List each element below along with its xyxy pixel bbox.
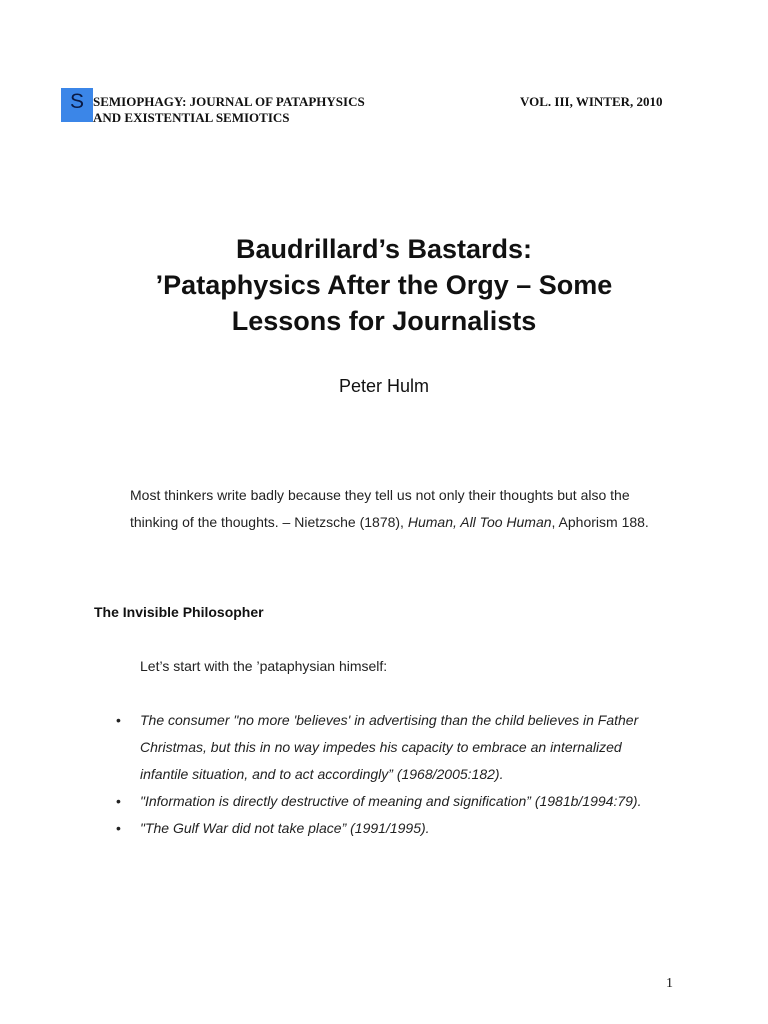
title-line1: Baudrillard’s Bastards:	[235, 234, 533, 264]
title-line3: Lessons for Journalists	[231, 306, 537, 336]
list-item-text: "The Gulf War did not take place” (1991/1995).	[140, 820, 430, 836]
list-item	[112, 815, 672, 842]
title-line2: ’Pataphysics After the Orgy – Some	[155, 270, 613, 300]
quote-list	[112, 707, 672, 842]
logo-letter: S	[69, 90, 84, 113]
page-number: 1	[666, 976, 673, 991]
author-name: Peter Hulm	[338, 376, 430, 396]
journal-name	[93, 94, 365, 126]
article-title	[0, 231, 768, 339]
epigraph-book-title: Human, All Too Human	[407, 514, 552, 530]
bullet-icon: •	[116, 793, 121, 809]
list-item	[112, 788, 672, 815]
list-item-text: The consumer "no more 'believes' in advertising than the child believes in Father Christmas, but this in no way impedes his capacity to embrace an internalized infantile situation, and to act accordingly” (1968/2005:182).	[140, 712, 639, 782]
epigraph-source: , Aphorism 188.	[551, 514, 649, 530]
epigraph	[130, 482, 650, 536]
bullet-icon: •	[116, 712, 121, 728]
journal-name-line1: SEMIOPHAGY: JOURNAL OF PATAPHYSICS	[93, 94, 365, 109]
section-intro: Let’s start with the ’pataphysian himself:	[140, 658, 388, 674]
journal-name-line2: AND EXISTENTIAL SEMIOTICS	[93, 110, 290, 125]
section-heading: The Invisible Philosopher	[94, 604, 264, 620]
volume-info: VOL. III, WINTER, 2010	[520, 94, 663, 109]
list-item	[112, 707, 672, 788]
journal-logo	[61, 88, 93, 122]
epigraph-text: Most thinkers write badly because they tell us not only their thoughts but also the thinking of the thoughts. – Nietzsche (1878),	[130, 487, 630, 530]
bullet-icon: •	[116, 820, 121, 836]
list-item-text: "Information is directly destructive of meaning and signification” (1981b/1994:79).	[140, 793, 642, 809]
